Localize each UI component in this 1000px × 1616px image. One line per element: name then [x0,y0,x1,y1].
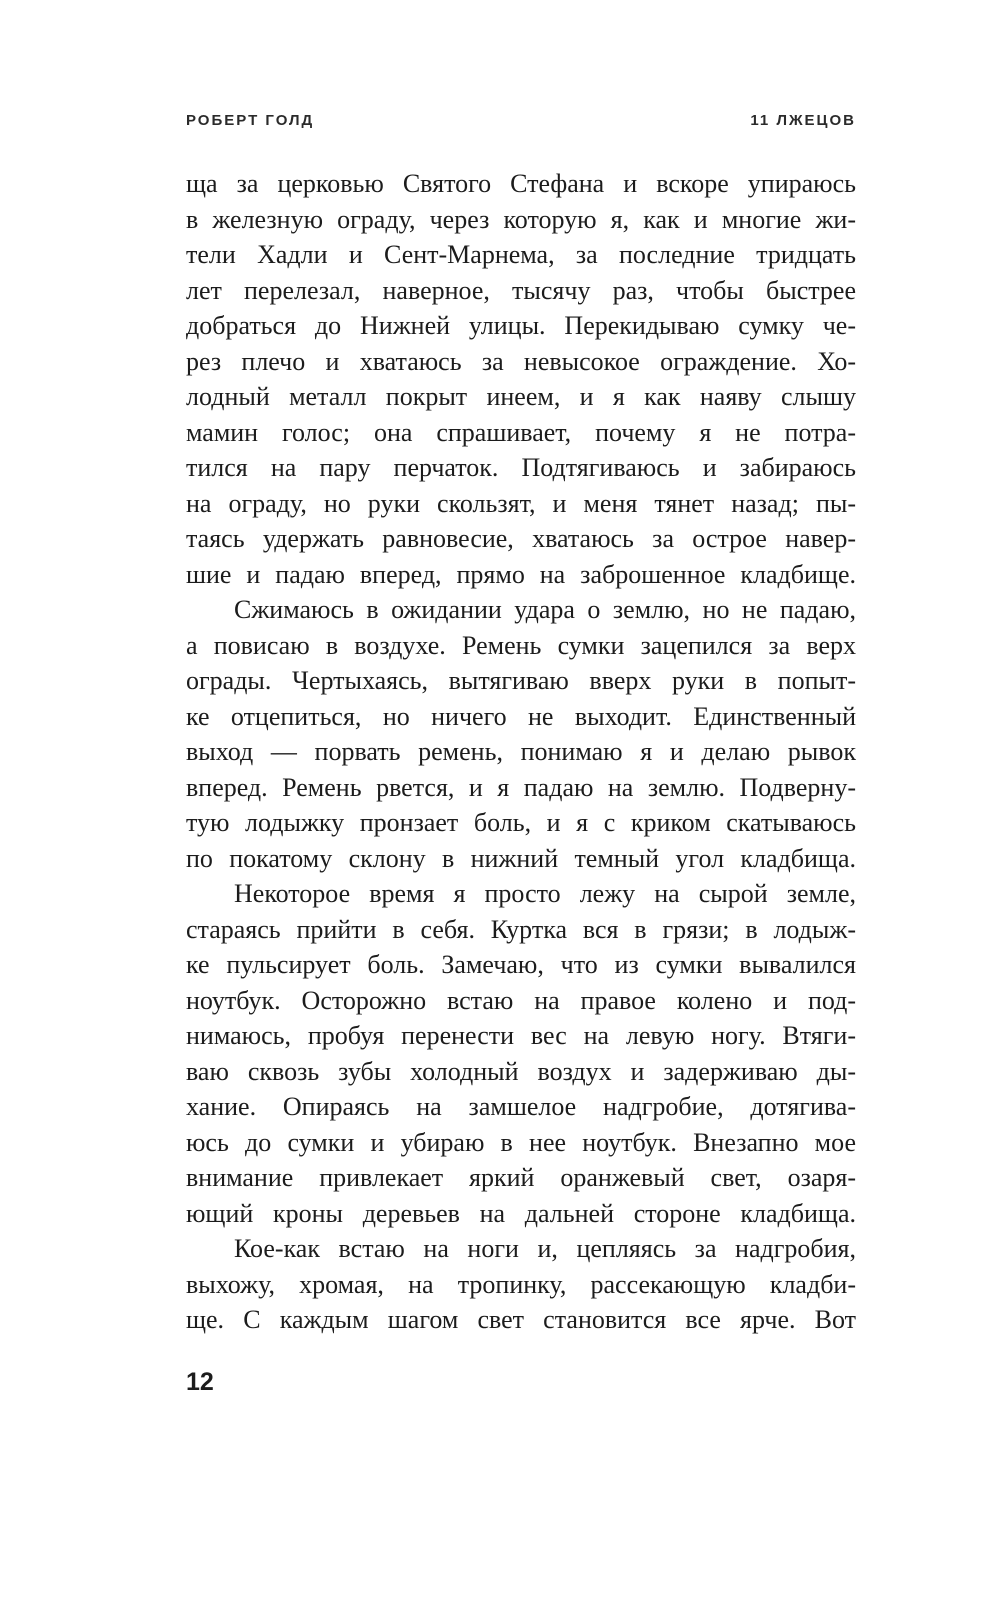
text-line: тую лодыжку пронзает боль, и я с криком скатываюсь [186,808,856,837]
text-line: стараясь прийти в себя. Куртка вся в грязи; в лодыж- [186,914,856,944]
text-line: в железную ограду, через которую я, как и многие жи- [186,204,856,234]
text-line: ваю сквозь зубы холодный воздух и задерживаю ды- [186,1056,856,1086]
text-line: Некоторое время я просто лежу на сырой земле, [234,879,856,908]
book-title: 11 ЛЖЕЦОВ [750,112,856,129]
text-line: ноутбук. Осторожно встаю на правое колено и под- [186,985,856,1015]
text-line: выхожу, хромая, на тропинку, рассекающую кладби- [186,1269,856,1299]
text-line: выход — порвать ремень, понимаю я и делаю рывок [186,737,856,766]
page-body [186,166,856,1338]
text-line: нимаюсь, пробуя перенести вес на левую ногу. Втяги- [186,1021,856,1050]
text-line: ограды. Чертыхаясь, вытягиваю вверх руки в попыт- [186,666,856,695]
text-line: вперед. Ремень рвется, и я падаю на землю. Подверну- [186,772,856,802]
text-line: ще. С каждым шагом свет становится все ярче. Вот [186,1305,856,1334]
text-line: мамин голос; она спрашивает, почему я не потра- [186,417,856,447]
text-line: Сжимаюсь в ожидании удара о землю, но не падаю, [234,595,856,624]
page-number: 12 [186,1368,214,1396]
text-line: рез плечо и хватаюсь за невысокое ограждение. Хо- [186,346,856,376]
running-header [186,112,856,129]
paragraph [186,592,856,876]
text-line: лодный металл покрыт инеем, и я как наяву слышу [186,382,856,411]
paragraph [186,876,856,1231]
text-line: ке пульсирует боль. Замечаю, что из сумки вывалился [186,950,856,979]
text-line: тился на пару перчаток. Подтягиваюсь и забираюсь [186,453,856,482]
text-line: Кое-как встаю на ноги и, цепляясь за надгробия, [234,1234,856,1263]
text-line: тели Хадли и Сент-Марнема, за последние тридцать [186,240,856,269]
text-line: шие и падаю вперед, прямо на заброшенное кладбище. [186,559,856,589]
text-line: хание. Опираясь на замшелое надгробие, дотягива- [186,1092,856,1121]
text-line: юсь до сумки и убираю в нее ноутбук. Внезапно мое [186,1127,856,1157]
text-line: таясь удержать равновесие, хватаюсь за острое навер- [186,524,856,553]
text-line: ща за церковью Святого Стефана и вскоре упираюсь [186,169,856,198]
text-line: ющий кроны деревьев на дальней стороне кладбища. [186,1198,856,1228]
text-line: лет перелезал, наверное, тысячу раз, чтобы быстрее [186,275,856,305]
text-line: по покатому склону в нижний темный угол кладбища. [186,843,856,873]
paragraph [186,166,856,592]
text-line: ке отцепиться, но ничего не выходит. Единственный [186,701,856,731]
text-line: на ограду, но руки скользят, и меня тянет назад; пы- [186,488,856,518]
text-line: добраться до Нижней улицы. Перекидываю сумку че- [186,311,856,340]
text-line: внимание привлекает яркий оранжевый свет, озаря- [186,1163,856,1192]
paragraph [186,1231,856,1338]
text-line: а повисаю в воздухе. Ремень сумки зацепился за верх [186,630,856,660]
author-name: РОБЕРТ ГОЛД [186,112,315,129]
